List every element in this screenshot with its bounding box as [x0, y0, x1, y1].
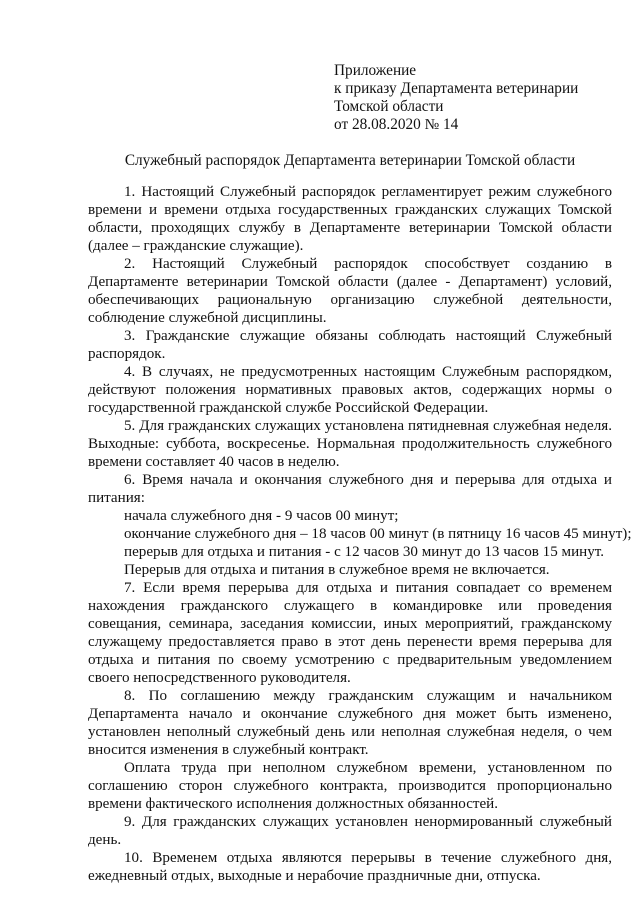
paragraph: 5. Для гражданских служащих установлена пятидневная служебная неделя. Выходные: суббота, воскресенье. Нормальная продолжительность служебного времени составляет 40 часов в неделю. — [88, 418, 612, 470]
paragraph: 7. Если время перерыва для отдыха и питания совпадает со временем нахождения гражданского служащего в командировке или проведения совещания, семинара, заседания комиссии, иных мероприятий, гражданскому служащему предоставляется право в этот день перенести время перерыва для отдыха и питания по своему усмотрению с предварительным уведомлением своего непосредственного руководителя. — [88, 580, 612, 686]
annex-line: к приказу Департамента ветеринарии — [334, 80, 579, 97]
paragraph: 1. Настоящий Служебный распорядок регламентирует режим служебного времени и времени отдыха государственных гражданских служащих Томской области, проходящих службу в Департаменте ветеринарии Томской области (далее – гражданские служащие). — [88, 184, 612, 254]
annex-line: от 28.08.2020 № 14 — [334, 116, 459, 133]
paragraph: 8. По соглашению между гражданским служащим и начальником Департамента начало и окончание служебного дня может быть изменено, установлен неполный служебный день или неполная служебная неделя, о чем вносится изменения в служебный контракт. — [88, 688, 612, 758]
schedule-item: начала служебного дня - 9 часов 00 минут; — [124, 508, 399, 524]
paragraph: 10. Временем отдыха являются перерывы в течение служебного дня, ежедневный отдых, выходные и нерабочие праздничные дни, отпуска. — [88, 850, 612, 884]
paragraph: 2. Настоящий Служебный распорядок способствует созданию в Департаменте ветеринарии Томской области (далее - Департамент) условий, обеспечивающих рациональную организацию служебной деятельности, соблюдение служебной дисциплины. — [88, 256, 612, 326]
annex-line: Приложение — [334, 62, 417, 79]
document-title: Служебный распорядок Департамента ветеринарии Томской области — [124, 152, 576, 169]
paragraph: Оплата труда при неполном служебном времени, установленном по соглашению сторон служебного контракта, производится пропорционально времени фактического исполнения должностных обязанностей. — [88, 760, 612, 812]
paragraph: 4. В случаях, не предусмотренных настоящим Служебным распорядком, действуют положения нормативных правовых актов, содержащих нормы о государственной гражданской службе Российской Федерации. — [88, 364, 612, 416]
document-body — [88, 183, 632, 885]
annex-block — [334, 62, 578, 134]
paragraph: 9. Для гражданских служащих установлен ненормированный служебный день. — [88, 814, 612, 848]
paragraph: 3. Гражданские служащие обязаны соблюдать настоящий Служебный распорядок. — [88, 328, 612, 362]
paragraph: 6. Время начала и окончания служебного дня и перерыва для отдыха и питания: — [88, 472, 612, 506]
annex-line: Томской области — [334, 98, 444, 115]
paragraph: Перерыв для отдыха и питания в служебное время не включается. — [124, 562, 550, 578]
schedule-item: перерыв для отдыха и питания - с 12 часов 30 минут до 13 часов 15 минут. — [124, 544, 605, 560]
schedule-item: окончание служебного дня – 18 часов 00 минут (в пятницу 16 часов 45 минут); — [124, 526, 632, 542]
